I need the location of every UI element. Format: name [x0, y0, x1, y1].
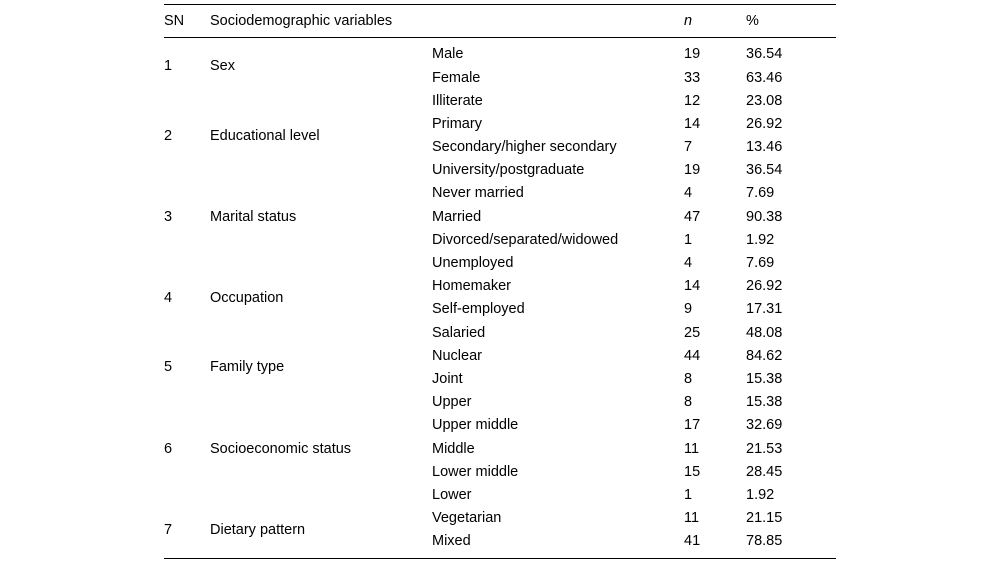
row-variable: Sex [210, 57, 235, 74]
row-count: 1 [684, 486, 693, 503]
row-percent: 17.31 [746, 301, 783, 318]
row-sn: 3 [164, 208, 173, 225]
row-percent: 26.92 [746, 278, 783, 295]
table-row [164, 507, 836, 530]
row-percent: 7.69 [746, 185, 775, 202]
bottom-rule-cell [432, 553, 684, 559]
row-percent: 84.62 [746, 347, 783, 364]
table-row [164, 344, 836, 367]
row-percent: 21.15 [746, 510, 783, 527]
header-variable: Sociodemographic variables [210, 5, 432, 38]
table-row [164, 43, 836, 66]
row-sn: 5 [164, 359, 173, 376]
header-percent: % [746, 5, 836, 38]
row-count: 1 [684, 231, 693, 248]
row-category: Never married [432, 185, 524, 202]
row-percent: 36.54 [746, 162, 783, 179]
row-category: Upper [432, 394, 472, 411]
row-count: 9 [684, 301, 693, 318]
table-row [164, 391, 836, 414]
bottom-rule-cell [684, 553, 746, 559]
header-n: n [684, 5, 746, 38]
row-category: Lower [432, 486, 472, 503]
table-header [164, 5, 836, 38]
row-category: Secondary/higher secondary [432, 139, 617, 156]
row-category: Primary [432, 115, 482, 132]
row-count: 12 [684, 92, 701, 109]
row-percent: 21.53 [746, 440, 783, 457]
table-row [164, 252, 836, 275]
row-percent: 1.92 [746, 231, 775, 248]
row-count: 25 [684, 324, 701, 341]
row-category: Mixed [432, 533, 471, 550]
row-percent: 13.46 [746, 139, 783, 156]
row-percent: 15.38 [746, 394, 783, 411]
row-percent: 36.54 [746, 46, 783, 63]
row-category: Salaried [432, 324, 486, 341]
row-variable: Family type [210, 359, 285, 376]
row-count: 14 [684, 278, 701, 295]
row-sn: 1 [164, 57, 173, 74]
row-count: 4 [684, 185, 693, 202]
row-category: Lower middle [432, 463, 519, 480]
row-category: Nuclear [432, 347, 482, 364]
row-category: Divorced/separated/widowed [432, 231, 619, 248]
row-variable: Occupation [210, 289, 284, 306]
row-count: 8 [684, 394, 693, 411]
row-percent: 26.92 [746, 115, 783, 132]
sociodemographic-table [164, 4, 836, 559]
row-count: 15 [684, 463, 701, 480]
row-percent: 63.46 [746, 69, 783, 86]
row-sn: 4 [164, 289, 173, 306]
row-percent: 78.85 [746, 533, 783, 550]
row-category: Homemaker [432, 278, 511, 295]
row-category: University/postgraduate [432, 162, 585, 179]
row-percent: 90.38 [746, 208, 783, 225]
row-category: Middle [432, 440, 475, 457]
row-sn: 2 [164, 127, 173, 144]
row-category: Illiterate [432, 92, 483, 109]
row-percent: 7.69 [746, 255, 775, 272]
row-percent: 28.45 [746, 463, 783, 480]
row-count: 4 [684, 255, 693, 272]
row-category: Self-employed [432, 301, 525, 318]
table-row [164, 89, 836, 112]
row-variable: Socioeconomic status [210, 440, 352, 457]
row-count: 8 [684, 370, 693, 387]
row-category: Female [432, 69, 481, 86]
row-percent: 1.92 [746, 486, 775, 503]
table-row [164, 182, 836, 205]
row-count: 19 [684, 46, 701, 63]
table-bottom-spacer-row [164, 553, 836, 559]
row-count: 47 [684, 208, 701, 225]
row-count: 7 [684, 139, 693, 156]
row-percent: 15.38 [746, 370, 783, 387]
header-row [164, 5, 836, 38]
header-category [432, 5, 684, 38]
row-count: 44 [684, 347, 701, 364]
header-sn: SN [164, 5, 210, 38]
row-count: 11 [684, 510, 700, 527]
row-category: Vegetarian [432, 510, 502, 527]
row-category: Joint [432, 370, 463, 387]
row-percent: 48.08 [746, 324, 783, 341]
row-count: 17 [684, 417, 701, 434]
row-count: 33 [684, 69, 701, 86]
row-count: 14 [684, 115, 701, 132]
row-variable: Educational level [210, 127, 320, 144]
row-count: 19 [684, 162, 701, 179]
row-sn: 6 [164, 440, 173, 457]
bottom-rule-cell [746, 553, 836, 559]
row-category: Married [432, 208, 482, 225]
row-category: Unemployed [432, 255, 514, 272]
bottom-rule-cell [210, 553, 432, 559]
row-category: Male [432, 46, 464, 63]
table-body [164, 38, 836, 559]
row-count: 11 [684, 440, 700, 457]
row-category: Upper middle [432, 417, 519, 434]
row-sn: 7 [164, 521, 173, 538]
row-percent: 23.08 [746, 92, 783, 109]
row-variable: Marital status [210, 208, 297, 225]
row-count: 41 [684, 533, 701, 550]
row-variable: Dietary pattern [210, 521, 306, 538]
bottom-rule-cell [164, 553, 210, 559]
sociodemographic-table-container [164, 4, 836, 559]
row-percent: 32.69 [746, 417, 783, 434]
